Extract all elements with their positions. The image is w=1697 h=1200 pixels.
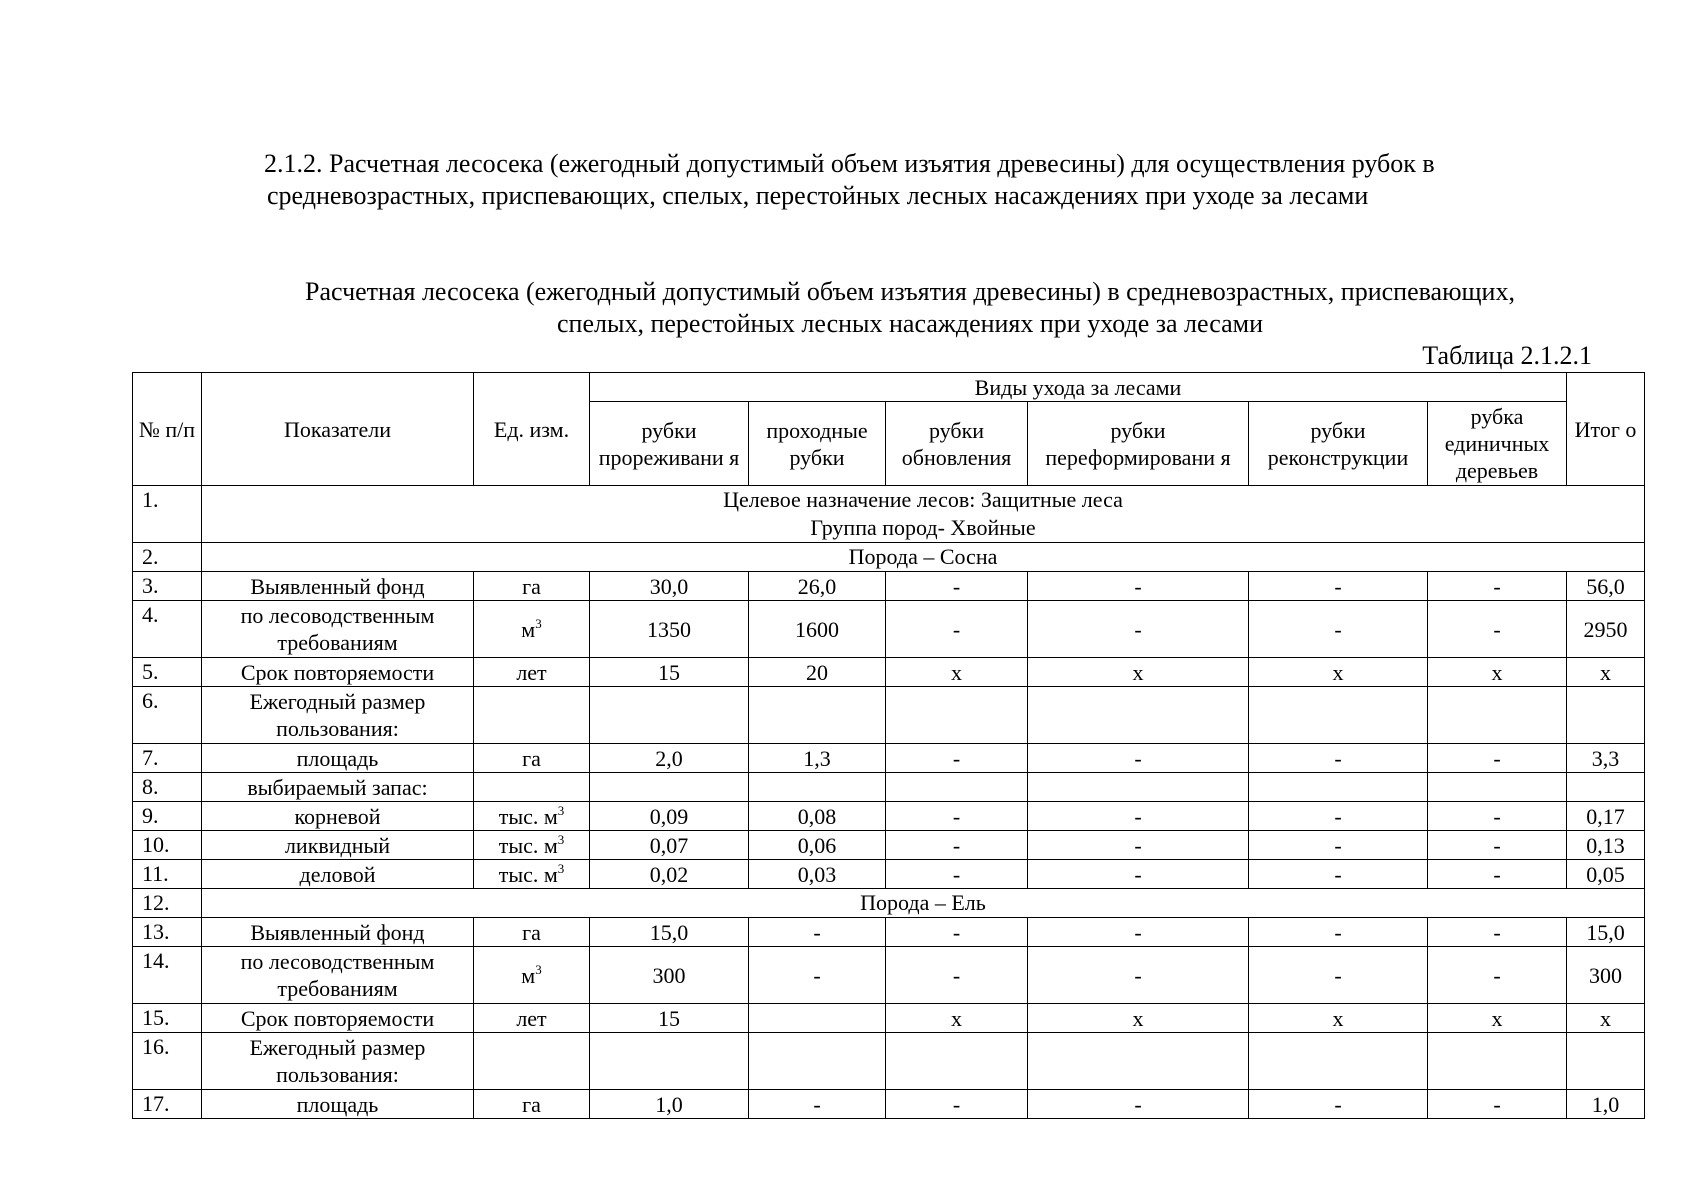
value-cell-total: х bbox=[1567, 658, 1645, 687]
table-caption-line: Расчетная лесосека (ежегодный допустимый объем изъятия древесины) в средневозрастных, приспевающих, bbox=[305, 277, 1515, 306]
unit-cell bbox=[474, 802, 590, 831]
value-cell-single-trees: х bbox=[1428, 658, 1567, 687]
header-single-trees: рубка единичных деревьев bbox=[1428, 402, 1567, 486]
indicator-cell: корневой bbox=[202, 802, 474, 831]
table-row bbox=[133, 918, 1645, 947]
table-row bbox=[133, 947, 1645, 1004]
value-cell-total: 2950 bbox=[1567, 601, 1645, 658]
value-cell-total: 0,05 bbox=[1567, 860, 1645, 889]
table-row bbox=[133, 658, 1645, 687]
indicator-cell: по лесоводственным требованиям bbox=[202, 601, 474, 658]
value-cell-reformation: - bbox=[1028, 744, 1249, 773]
value-cell-single-trees: - bbox=[1428, 831, 1567, 860]
value-cell-renewal bbox=[886, 687, 1028, 744]
indicator-cell: Срок повторяемости bbox=[202, 1004, 474, 1033]
unit-text: лет bbox=[516, 659, 547, 685]
unit-superscript: 3 bbox=[535, 961, 542, 977]
value-cell-total: х bbox=[1567, 1004, 1645, 1033]
header-indicator: Показатели bbox=[202, 373, 474, 486]
unit-superscript: 3 bbox=[557, 802, 565, 818]
section-title-cell bbox=[202, 889, 1645, 918]
value-cell-thinning: 1,0 bbox=[590, 1090, 749, 1119]
value-cell-renewal bbox=[886, 773, 1028, 802]
unit-cell bbox=[474, 1033, 590, 1090]
value-cell-renewal: х bbox=[886, 658, 1028, 687]
value-cell-reconstruction: - bbox=[1249, 802, 1428, 831]
row-number-cell: 7. bbox=[133, 744, 202, 773]
indicator-cell: Срок повторяемости bbox=[202, 658, 474, 687]
value-cell-thinning: 15 bbox=[590, 658, 749, 687]
value-cell-reconstruction: х bbox=[1249, 1004, 1428, 1033]
value-cell-renewal: - bbox=[886, 918, 1028, 947]
value-cell-reformation: - bbox=[1028, 947, 1249, 1004]
row-number-cell: 4. bbox=[133, 601, 202, 658]
value-cell-reconstruction: - bbox=[1249, 918, 1428, 947]
section-title-cell bbox=[202, 543, 1645, 572]
value-cell-thinning: 0,02 bbox=[590, 860, 749, 889]
value-cell-thinning: 15 bbox=[590, 1004, 749, 1033]
value-cell-passage-cutting: - bbox=[749, 918, 886, 947]
value-cell-single-trees: - bbox=[1428, 601, 1567, 658]
value-cell-renewal: - bbox=[886, 744, 1028, 773]
row-number-cell: 8. bbox=[133, 773, 202, 802]
value-cell-total: 0,17 bbox=[1567, 802, 1645, 831]
value-cell-reconstruction bbox=[1249, 1033, 1428, 1090]
table-row bbox=[133, 773, 1645, 802]
row-number-cell: 10. bbox=[133, 831, 202, 860]
header-passage-cutting: проходные рубки bbox=[749, 402, 886, 486]
header-thinning: рубки прореживани я bbox=[590, 402, 749, 486]
value-cell-passage-cutting bbox=[749, 1033, 886, 1090]
indicator-cell: Выявленный фонд bbox=[202, 572, 474, 601]
value-cell-total bbox=[1567, 687, 1645, 744]
table-row bbox=[133, 1090, 1645, 1119]
value-cell-passage-cutting: 20 bbox=[749, 658, 886, 687]
value-cell-passage-cutting bbox=[749, 687, 886, 744]
value-cell-reformation: х bbox=[1028, 658, 1249, 687]
indicator-cell: Выявленный фонд bbox=[202, 918, 474, 947]
value-cell-single-trees bbox=[1428, 1033, 1567, 1090]
value-cell-total: 56,0 bbox=[1567, 572, 1645, 601]
table-caption bbox=[140, 276, 1680, 340]
table-row bbox=[133, 1004, 1645, 1033]
value-cell-renewal: - bbox=[886, 572, 1028, 601]
unit-cell bbox=[474, 601, 590, 658]
value-cell-single-trees bbox=[1428, 773, 1567, 802]
row-number-cell: 17. bbox=[133, 1090, 202, 1119]
value-cell-reformation bbox=[1028, 687, 1249, 744]
row-number-cell: 9. bbox=[133, 802, 202, 831]
unit-cell bbox=[474, 831, 590, 860]
value-cell-thinning: 15,0 bbox=[590, 918, 749, 947]
header-renewal: рубки обновления bbox=[886, 402, 1028, 486]
section-heading bbox=[264, 148, 1664, 212]
unit-text: тыс. м bbox=[498, 861, 558, 887]
table-row bbox=[133, 601, 1645, 658]
section-title-cell bbox=[202, 486, 1645, 543]
value-cell-renewal: х bbox=[886, 1004, 1028, 1033]
value-cell-thinning bbox=[590, 687, 749, 744]
section-title-line: Порода – Ель bbox=[860, 890, 986, 915]
value-cell-single-trees: - bbox=[1428, 1090, 1567, 1119]
value-cell-total: 1,0 bbox=[1567, 1090, 1645, 1119]
indicator-cell: по лесоводственным требованиям bbox=[202, 947, 474, 1004]
unit-text: га bbox=[522, 745, 541, 771]
value-cell-single-trees bbox=[1428, 687, 1567, 744]
header-reformation: рубки переформировани я bbox=[1028, 402, 1249, 486]
indicator-cell: ликвидный bbox=[202, 831, 474, 860]
value-cell-renewal: - bbox=[886, 831, 1028, 860]
table-row bbox=[133, 486, 1645, 543]
value-cell-thinning: 0,07 bbox=[590, 831, 749, 860]
value-cell-renewal: - bbox=[886, 947, 1028, 1004]
row-number-cell: 6. bbox=[133, 687, 202, 744]
section-title-line: Целевое назначение лесов: Защитные леса bbox=[723, 487, 1123, 512]
row-number-cell: 2. bbox=[133, 543, 202, 572]
unit-cell bbox=[474, 744, 590, 773]
unit-text: лет bbox=[516, 1005, 547, 1031]
table-row bbox=[133, 572, 1645, 601]
unit-text: тыс. м bbox=[498, 803, 558, 829]
unit-text: га bbox=[522, 919, 541, 945]
value-cell-renewal: - bbox=[886, 802, 1028, 831]
section-heading-line: средневозрастных, приспевающих, спелых, перестойных лесных насаждениях при уходе за лесами bbox=[267, 181, 1369, 210]
value-cell-thinning bbox=[590, 773, 749, 802]
table-row bbox=[133, 687, 1645, 744]
value-cell-thinning bbox=[590, 1033, 749, 1090]
value-cell-single-trees: - bbox=[1428, 572, 1567, 601]
value-cell-reformation: - bbox=[1028, 918, 1249, 947]
row-number-cell: 5. bbox=[133, 658, 202, 687]
row-number-cell: 14. bbox=[133, 947, 202, 1004]
value-cell-reconstruction: - bbox=[1249, 1090, 1428, 1119]
row-number-cell: 16. bbox=[133, 1033, 202, 1090]
value-cell-passage-cutting: 0,08 bbox=[749, 802, 886, 831]
value-cell-thinning: 0,09 bbox=[590, 802, 749, 831]
row-number-cell: 11. bbox=[133, 860, 202, 889]
value-cell-reconstruction: х bbox=[1249, 658, 1428, 687]
value-cell-reconstruction: - bbox=[1249, 860, 1428, 889]
value-cell-renewal: - bbox=[886, 860, 1028, 889]
table-row bbox=[133, 744, 1645, 773]
unit-superscript: 3 bbox=[557, 860, 565, 876]
value-cell-reformation bbox=[1028, 1033, 1249, 1090]
value-cell-passage-cutting: 0,06 bbox=[749, 831, 886, 860]
value-cell-reformation: - bbox=[1028, 860, 1249, 889]
value-cell-total bbox=[1567, 1033, 1645, 1090]
value-cell-single-trees: х bbox=[1428, 1004, 1567, 1033]
value-cell-thinning: 300 bbox=[590, 947, 749, 1004]
indicator-cell: выбираемый запас: bbox=[202, 773, 474, 802]
value-cell-thinning: 1350 bbox=[590, 601, 749, 658]
value-cell-single-trees: - bbox=[1428, 744, 1567, 773]
value-cell-total: 15,0 bbox=[1567, 918, 1645, 947]
value-cell-passage-cutting: 1600 bbox=[749, 601, 886, 658]
header-num: № п/п bbox=[133, 373, 202, 486]
value-cell-reformation: - bbox=[1028, 572, 1249, 601]
unit-cell bbox=[474, 1090, 590, 1119]
value-cell-passage-cutting: 26,0 bbox=[749, 572, 886, 601]
value-cell-reformation: - bbox=[1028, 831, 1249, 860]
unit-text: га bbox=[522, 573, 541, 599]
indicator-cell: площадь bbox=[202, 744, 474, 773]
row-number-cell: 3. bbox=[133, 572, 202, 601]
value-cell-reconstruction: - bbox=[1249, 744, 1428, 773]
value-cell-thinning: 2,0 bbox=[590, 744, 749, 773]
value-cell-renewal: - bbox=[886, 601, 1028, 658]
value-cell-reconstruction: - bbox=[1249, 572, 1428, 601]
unit-text: м bbox=[521, 962, 536, 988]
value-cell-single-trees: - bbox=[1428, 947, 1567, 1004]
value-cell-total bbox=[1567, 773, 1645, 802]
value-cell-single-trees: - bbox=[1428, 860, 1567, 889]
value-cell-thinning: 30,0 bbox=[590, 572, 749, 601]
header-care-types: Виды ухода за лесами bbox=[590, 373, 1567, 402]
value-cell-passage-cutting: - bbox=[749, 947, 886, 1004]
header-total: Итог о bbox=[1567, 373, 1645, 486]
table-row bbox=[133, 543, 1645, 572]
unit-superscript: 3 bbox=[557, 831, 565, 847]
value-cell-passage-cutting bbox=[749, 1004, 886, 1033]
table-header-row bbox=[133, 373, 1645, 402]
header-unit: Ед. изм. bbox=[474, 373, 590, 486]
value-cell-renewal: - bbox=[886, 1090, 1028, 1119]
table-row bbox=[133, 831, 1645, 860]
table-row bbox=[133, 860, 1645, 889]
header-reconstruction: рубки реконструкции bbox=[1249, 402, 1428, 486]
table-caption-line: спелых, перестойных лесных насаждениях при уходе за лесами bbox=[557, 309, 1263, 338]
row-number-cell: 1. bbox=[133, 486, 202, 543]
indicator-cell: Ежегодный размер пользования: bbox=[202, 1033, 474, 1090]
value-cell-total: 300 bbox=[1567, 947, 1645, 1004]
value-cell-renewal bbox=[886, 1033, 1028, 1090]
section-heading-line: 2.1.2. Расчетная лесосека (ежегодный допустимый объем изъятия древесины) для осуществления рубок в bbox=[264, 149, 1435, 178]
row-number-cell: 12. bbox=[133, 889, 202, 918]
unit-text: га bbox=[522, 1091, 541, 1117]
unit-cell bbox=[474, 687, 590, 744]
value-cell-reconstruction: - bbox=[1249, 831, 1428, 860]
value-cell-single-trees: - bbox=[1428, 802, 1567, 831]
value-cell-total: 0,13 bbox=[1567, 831, 1645, 860]
value-cell-reformation bbox=[1028, 773, 1249, 802]
unit-cell bbox=[474, 918, 590, 947]
value-cell-reformation: - bbox=[1028, 601, 1249, 658]
table-number-label: Таблица 2.1.2.1 bbox=[1422, 341, 1592, 370]
value-cell-reformation: х bbox=[1028, 1004, 1249, 1033]
unit-cell bbox=[474, 1004, 590, 1033]
value-cell-reconstruction: - bbox=[1249, 947, 1428, 1004]
value-cell-passage-cutting bbox=[749, 773, 886, 802]
row-number-cell: 13. bbox=[133, 918, 202, 947]
value-cell-single-trees: - bbox=[1428, 918, 1567, 947]
unit-cell bbox=[474, 773, 590, 802]
section-title-line: Группа пород- Хвойные bbox=[810, 515, 1036, 540]
unit-text: м bbox=[521, 616, 536, 642]
unit-cell bbox=[474, 572, 590, 601]
table-row bbox=[133, 889, 1645, 918]
value-cell-passage-cutting: 0,03 bbox=[749, 860, 886, 889]
value-cell-reconstruction bbox=[1249, 773, 1428, 802]
value-cell-reconstruction bbox=[1249, 687, 1428, 744]
indicator-cell: деловой bbox=[202, 860, 474, 889]
forest-care-table bbox=[132, 372, 1645, 1119]
unit-cell bbox=[474, 947, 590, 1004]
table-row bbox=[133, 1033, 1645, 1090]
value-cell-reformation: - bbox=[1028, 802, 1249, 831]
row-number-cell: 15. bbox=[133, 1004, 202, 1033]
indicator-cell: Ежегодный размер пользования: bbox=[202, 687, 474, 744]
value-cell-passage-cutting: 1,3 bbox=[749, 744, 886, 773]
value-cell-passage-cutting: - bbox=[749, 1090, 886, 1119]
unit-text: тыс. м bbox=[498, 832, 558, 858]
indicator-cell: площадь bbox=[202, 1090, 474, 1119]
value-cell-reconstruction: - bbox=[1249, 601, 1428, 658]
unit-cell bbox=[474, 658, 590, 687]
section-title-line: Порода – Сосна bbox=[848, 544, 998, 569]
unit-cell bbox=[474, 860, 590, 889]
unit-superscript: 3 bbox=[535, 615, 542, 631]
table-row bbox=[133, 802, 1645, 831]
value-cell-reformation: - bbox=[1028, 1090, 1249, 1119]
value-cell-total: 3,3 bbox=[1567, 744, 1645, 773]
